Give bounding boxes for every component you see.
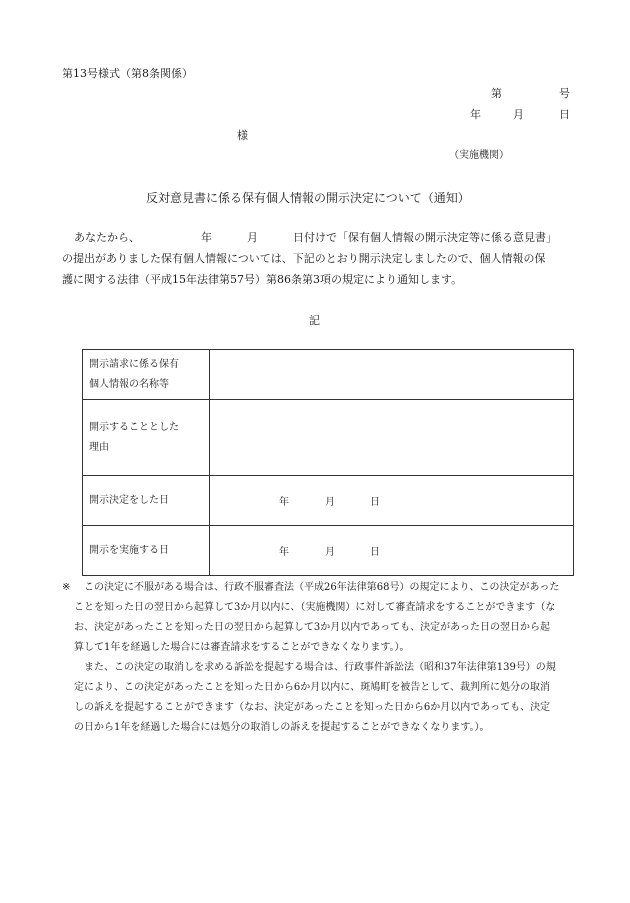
body-line1-year: 年: [201, 231, 212, 244]
date-day: 日: [559, 108, 570, 121]
form-id: 第13号様式（第8条関係）: [62, 67, 193, 80]
note-line: お、決定があったことを知った日の翌日から起算して3か月以内であっても、決定があった日の翌日から起: [74, 622, 551, 633]
note-mark: ※: [62, 582, 71, 593]
row-value: [210, 400, 574, 476]
issuer: （実施機関）: [449, 150, 509, 161]
row-date-value: [210, 526, 574, 576]
note-line: 定により、この決定があったことを知った日から6か月以内に、斑鳩町を被告として、裁判所に処分の取消: [74, 682, 551, 693]
addressee-suffix: 様: [237, 129, 248, 142]
body-line1-month: 月: [247, 231, 258, 244]
note-line: また、この決定の取消しを求める訴訟を提起する場合は、行政事件訴訟法（昭和37年法律第139号）の規: [84, 662, 556, 673]
record-table: [82, 349, 574, 576]
row-value: [210, 350, 574, 400]
row-date-year: 年: [279, 546, 289, 558]
note-line: 算して1年を経過した場合には審査請求をすることができなくなります。）。: [74, 642, 410, 653]
notes: [62, 578, 576, 738]
doc-number-suffix: 号: [559, 87, 570, 100]
row-date-value: [210, 476, 574, 526]
note-line: しの訴えを提起することができます（なお、決定があったことを知った日から6か月以内であっても、決定: [74, 702, 551, 713]
row-label: [83, 400, 210, 476]
table-row: [83, 350, 574, 400]
row-date-day: 日: [370, 496, 380, 508]
body-line1-a: あなたから、: [74, 231, 140, 244]
body-paragraph: [62, 227, 574, 290]
row-date-month: 月: [325, 546, 335, 558]
row-date-day: 日: [370, 546, 380, 558]
row-label-line: 開示することとした: [89, 421, 179, 433]
date-month: 月: [513, 108, 524, 121]
doc-number-prefix: 第: [491, 87, 502, 100]
table-row: [83, 400, 574, 476]
page-title: 反対意見書に係る保有個人情報の開示決定について（通知）: [146, 191, 470, 205]
row-label: 開示決定をした日: [83, 476, 210, 526]
date-year: 年: [470, 108, 481, 121]
table-row: [83, 476, 574, 526]
row-label: [83, 350, 210, 400]
note-line: ことを知った日の翌日から起算して3か月以内に、（実施機関）に対して審査請求をすることができます（な: [74, 602, 556, 613]
body-line2: の提出がありました保有個人情報については、下記のとおり開示決定しましたので、個人情報の保: [62, 252, 546, 265]
row-label-line: 開示請求に係る保有: [89, 358, 179, 370]
body-line3: 護に関する法律（平成15年法律第57号）第86条第3項の規定により通知します。: [62, 273, 463, 286]
ki-heading: 記: [309, 314, 320, 327]
row-date-month: 月: [325, 496, 335, 508]
note-line: の日から1年を経過した場合には処分の取消しの訴えを提起することができなくなります。）。: [74, 722, 490, 733]
note-line: この決定に不服がある場合は、行政不服審査法（平成26年法律第68号）の規定により、この決定があった: [84, 582, 560, 593]
row-label: 開示を実施する日: [83, 526, 210, 576]
row-label-line: 理由: [89, 441, 109, 453]
table-row: [83, 526, 574, 576]
row-label-line: 個人情報の名称等: [89, 378, 169, 390]
body-line1-b: 日付けで「保有個人情報の開示決定等に係る意見書」: [293, 231, 557, 244]
row-date-year: 年: [279, 496, 289, 508]
